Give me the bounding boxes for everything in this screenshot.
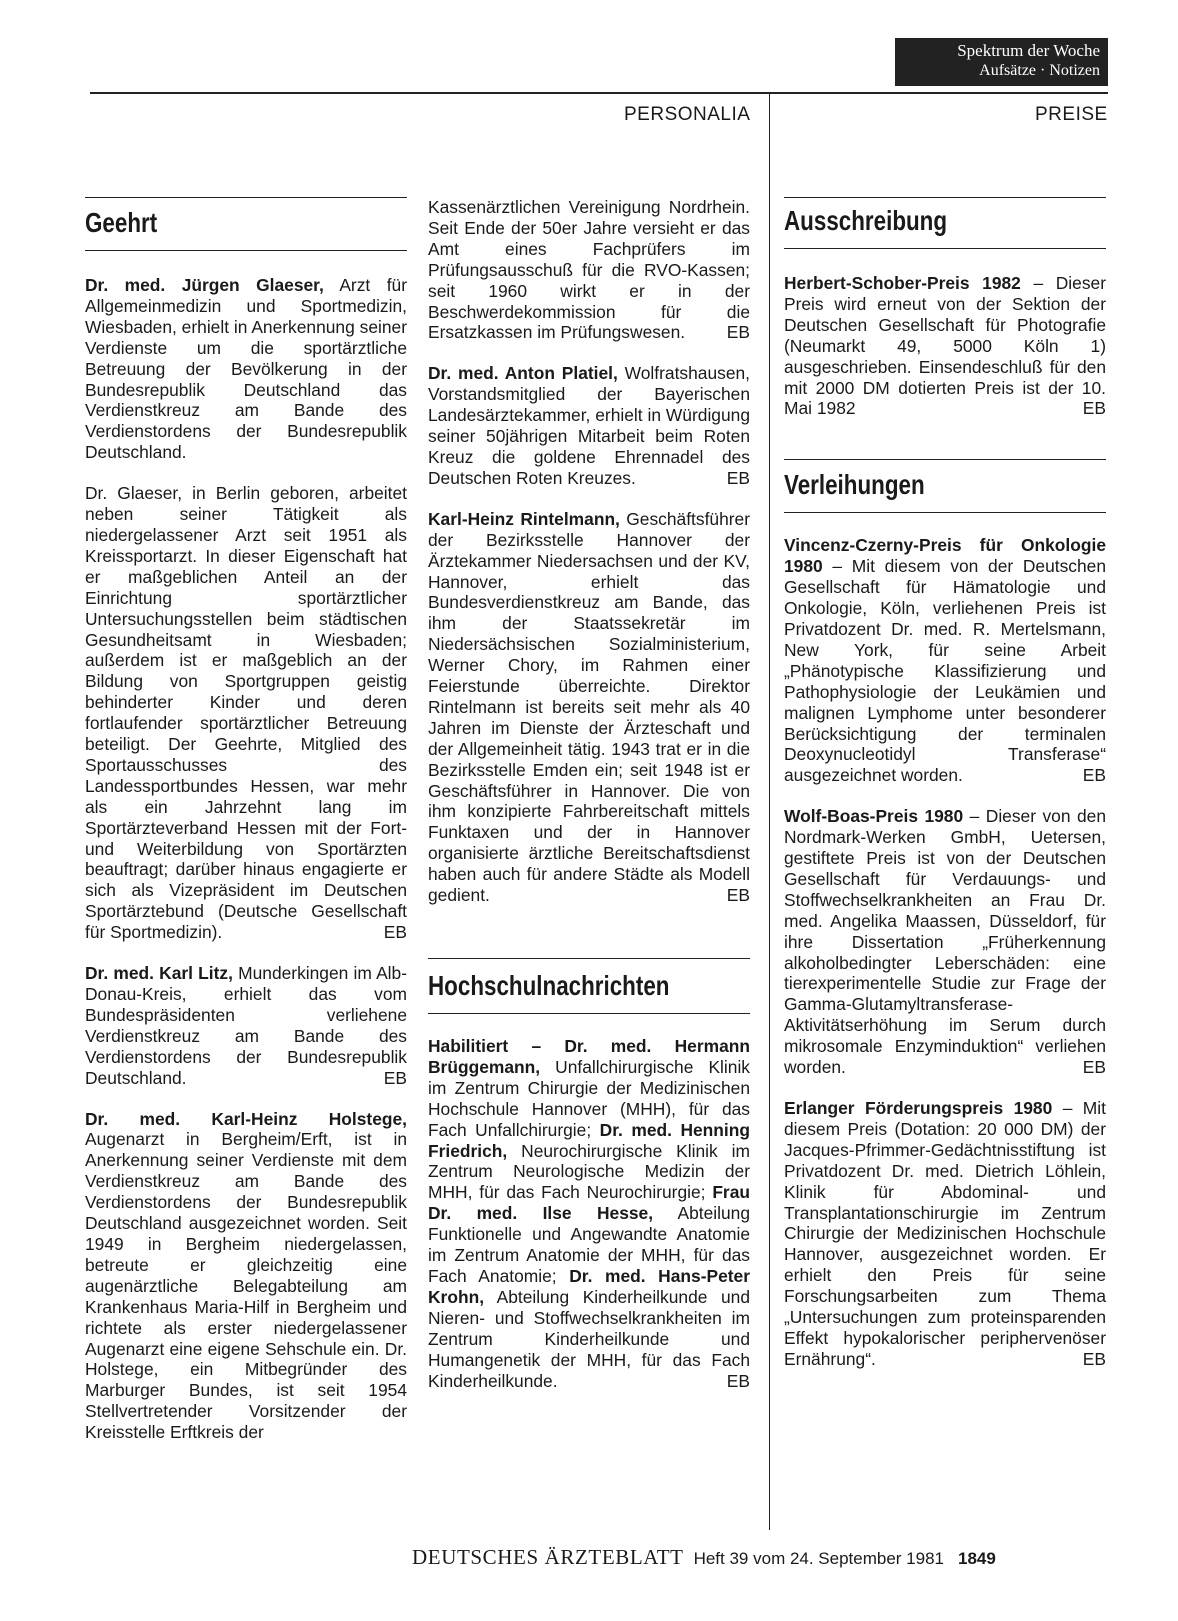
prize-name: Herbert-Schober-Preis 1982 xyxy=(784,273,1021,293)
signature: EB xyxy=(726,1370,750,1391)
article-glaeser-cont xyxy=(85,483,407,943)
page-footer xyxy=(412,1545,996,1570)
heading-geehrt: Geehrt xyxy=(85,207,158,238)
article-glaeser xyxy=(85,275,407,463)
name-hesse: Frau Dr. med. Ilse Hesse, xyxy=(428,1182,750,1224)
badge-line-1: Spektrum der Woche xyxy=(957,41,1100,60)
name-holstege: Dr. med. Karl-Heinz Holstege, xyxy=(85,1108,407,1129)
name-krohn: Dr. med. Hans-Peter Krohn, xyxy=(428,1265,750,1307)
article-platiel xyxy=(428,363,750,488)
article-text: Abteilung Kinderheilkunde und Nieren- und Stoffwechselkrankheiten im Zentrum Kinderheilkunde und Humangenetik der MHH, für das Fach Kinderheilkunde. xyxy=(428,1286,750,1391)
signature: EB xyxy=(1082,398,1106,419)
article-litz xyxy=(85,963,407,1088)
article-text: Wolfratshausen, Vorstandsmitglied der Bayerischen Landesärztekammer, erhielt in Würdigung seiner 50jährigen Mitarbeit beim Roten Kreuz die goldene Ehrennadel des Deutschen Roten Kreuzes. xyxy=(428,363,750,488)
header-rule xyxy=(90,92,1108,94)
signature: EB xyxy=(383,1067,407,1088)
heading-ausschreibung: Ausschreibung xyxy=(784,205,948,236)
heading-verleihungen: Verleihungen xyxy=(784,469,925,501)
article-habilitationen xyxy=(428,1036,750,1391)
badge-line-2: Aufsätze · Notizen xyxy=(979,62,1100,79)
section-divider xyxy=(769,93,770,205)
signature: EB xyxy=(1082,1057,1106,1078)
name-friedrich: Dr. med. Henning Friedrich, xyxy=(428,1119,750,1161)
article-holstege-cont xyxy=(428,197,750,343)
name-litz: Dr. med. Karl Litz, xyxy=(85,963,233,984)
article-rintelmann xyxy=(428,509,750,906)
article-text: – Dieser Preis wird erneut von der Sektion der Deutschen Gesellschaft für Photografie (Neumarkt 49, 5000 Köln 1) ausgeschrieben. Einsendeschluß für den mit 2000 DM dotierten Preis ist der 10. Mai 1982 xyxy=(784,273,1106,419)
article-czerny-preis xyxy=(784,535,1106,786)
heading-rule-top xyxy=(85,197,407,198)
article-text: – Mit diesem Preis (Dotation: 20 000 DM) der Jacques-Pfrimmer-Gedächtnisstiftung ist Privatdozent Dr. med. Dietrich Löhlein, Klinik für Abdominal- und Transplantationschirurgie im Zentrum Chirurgie der Medizinischen Hochschule Hannover, ausgezeichnet worden. Er erhielt den Preis für seine Forschungsarbeiten zum Thema „Untersuchungen zum proteinsparenden Effekt hypokalorischer periphervenöser Ernährung“. xyxy=(784,1098,1106,1369)
prize-name: Wolf-Boas-Preis 1980 xyxy=(784,806,964,827)
heading-rule-top xyxy=(784,459,1106,460)
article-text: Dr. Glaeser, in Berlin geboren, arbeitet neben seiner Tätigkeit als niedergelassener Arzt seit 1951 als Kreissportarzt. In dieser Eigenschaft hat er maßgeblichen Anteil an der Einrichtung sportärztlicher Untersuchungsstellen beim städtischen Gesundheitsamt in Wiesbaden; außerdem ist er maßgeblich an der Bildung von Sportgruppen geistig behinderter Kinder und deren fortlaufender sportärztlicher Betreuung beteiligt. Der Geehrte, Mitglied des Sportausschusses des Landessportbundes Hessen, war mehr als ein Jahrzehnt lang im Sportärzteverband Hessen mit der Fort- und Weiterbildung von Sportärzten beauftragt; darüber hinaus engagierte er sich als Vizepräsident im Deutschen Sportärztebund (Deutsche Gesellschaft für Sportmedizin). xyxy=(85,483,407,943)
name-platiel: Dr. med. Anton Platiel, xyxy=(428,363,618,384)
article-text: Munderkingen im Alb-Donau-Kreis, erhielt das vom Bundespräsidenten verliehene Verdienstkreuz am Bande des Verdienstordens der Bundesrepublik Deutschland. xyxy=(85,963,407,1088)
article-text: Neurochirurgische Klinik im Zentrum Neurologische Medizin der MHH, für das Fach Neurochirurgie; xyxy=(428,1140,750,1203)
name-rintelmann: Karl-Heinz Rintelmann, xyxy=(428,508,620,529)
article-text: Arzt für Allgemeinmedizin und Sportmedizin, Wiesbaden, erhielt in Anerkennung seiner Verdienste um die sportärztliche Betreuung der Bevölkerung in der Bundesrepublik Deutschland das Verdienstkreuz am Bande des Verdienstordens der Bundesrepublik Deutschland. xyxy=(85,275,407,463)
heading-rule-bottom xyxy=(428,1013,750,1014)
article-text: Geschäftsführer der Bezirksstelle Hannover der Ärztekammer Niedersachsen und der KV, Hannover, erhielt das Bundesverdienstkreuz am Bande, das ihm der Staatssekretär im Niedersächsischen Sozialministerium, Werner Chory, im Rahmen einer Feierstunde überreichte. Direktor Rintelmann ist bereits seit mehr als 40 Jahren im Dienste der Ärzteschaft und der Allgemeinheit tätig. 1943 trat er in die Bezirksstelle Emden ein; seit 1948 ist er Geschäftsführer in Hannover. Die von ihm konzipierte Fahrbereitschaft mittels Funktaxen und der in Hannover organisierte ärztliche Bereitschaftsdienst haben auch für andere Städte als Modell gedient. xyxy=(428,508,750,906)
heading-rule-bottom xyxy=(85,250,407,251)
article-text: – Dieser von den Nordmark-Werken GmbH, Uetersen, gestiftete Preis ist von der Deutschen Gesellschaft für Verdauungs- und Stoffwechselkrankheiten an Frau Dr. med. Angelika Maassen, Düsseldorf, für ihre Dissertation „Früherkennung alkoholbedingter Leberschäden: eine tierexperimentelle Studie zur Frage der Gamma-Glutamyltransferase-Aktivitätserhöhung im Serum durch mikrosomale Enzyminduktion“ verliehen worden. xyxy=(784,806,1106,1078)
article-erlanger-preis xyxy=(784,1098,1106,1370)
column-2 xyxy=(428,197,750,1391)
heading-rule-bottom xyxy=(784,512,1106,513)
signature: EB xyxy=(726,322,750,343)
heading-rule-bottom xyxy=(784,248,1106,249)
column-1 xyxy=(85,197,407,1443)
name-brueggemann: Habilitiert – Dr. med. Hermann Brüggemann, xyxy=(428,1036,750,1077)
signature: EB xyxy=(1082,765,1106,786)
section-badge xyxy=(895,38,1108,86)
name-glaeser: Dr. med. Jürgen Glaeser, xyxy=(85,275,324,295)
heading-rule-top xyxy=(784,197,1106,198)
issue-info: Heft 39 vom 24. September 1981 xyxy=(693,1549,945,1568)
signature: EB xyxy=(1082,1348,1106,1369)
column-divider xyxy=(769,205,770,1530)
article-text: Unfallchirurgische Klinik im Zentrum Chirurgie der Medizinischen Hochschule Hannover (MHH), für das Fach Unfallchirurgie; xyxy=(428,1056,750,1140)
heading-hochschulnachrichten: Hochschulnachrichten xyxy=(428,970,670,1001)
article-text: Abteilung Funktionelle und Angewandte Anatomie im Zentrum Anatomie der MHH, für das Fach Anatomie; xyxy=(428,1203,750,1286)
journal-name: DEUTSCHES ÄRZTEBLATT xyxy=(412,1545,684,1569)
signature: EB xyxy=(726,885,750,906)
article-schober-preis xyxy=(784,273,1106,419)
article-boas-preis xyxy=(784,806,1106,1078)
page-number: 1849 xyxy=(958,1549,996,1568)
article-holstege xyxy=(85,1109,407,1444)
article-text: Kassenärztlichen Vereinigung Nordrhein. Seit Ende der 50er Jahre versieht er das Amt eines Fachprüfers im Prüfungsausschuß für die RVO-Kassen; seit 1960 wirkt er in der Beschwerdekommission für die Ersatzkassen im Prüfungswesen. xyxy=(428,197,750,343)
signature: EB xyxy=(383,922,407,943)
section-label-preise: PREISE xyxy=(1035,104,1108,125)
prize-name: Erlanger Förderungspreis 1980 xyxy=(784,1098,1053,1118)
article-text: – Mit diesem von der Deutschen Gesellschaft für Hämatologie und Onkologie, Köln, verliehenen Preis ist Privatdozent Dr. med. R. Mertelsmann, New York, für seine Arbeit „Phänotypische Klassifizierung und Pathophysiologie der Leukämien und malignen Lymphome unter besonderer Berücksichtigung der terminalen Deoxynucleotidyl Transferase“ ausgezeichnet worden. xyxy=(784,556,1106,786)
heading-rule-top xyxy=(428,958,750,959)
signature: EB xyxy=(726,467,750,488)
prize-name: Vincenz-Czerny-Preis für Onkologie 1980 xyxy=(784,535,1106,577)
article-text: Augenarzt in Bergheim/Erft, ist in Anerkennung seiner Verdienste mit dem Verdienstkreuz am Bande des Verdienstordens der Bundesrepublik Deutschland ausgezeichnet worden. Seit 1949 in Bergheim niedergelassen, betreute er gleichzeitig eine augenärztliche Belegabteilung am Krankenhaus Maria-Hilf in Bergheim und richtete als erster niedergelassener Augenarzt eine eigene Sehschule ein. Dr. Holstege, ein Mitbegründer des Marburger Bundes, ist seit 1954 Stellvertretender Vorsitzender der Kreisstelle Erftkreis der xyxy=(85,1129,407,1443)
column-3 xyxy=(784,197,1106,1370)
section-label-personalia: PERSONALIA xyxy=(624,104,751,125)
